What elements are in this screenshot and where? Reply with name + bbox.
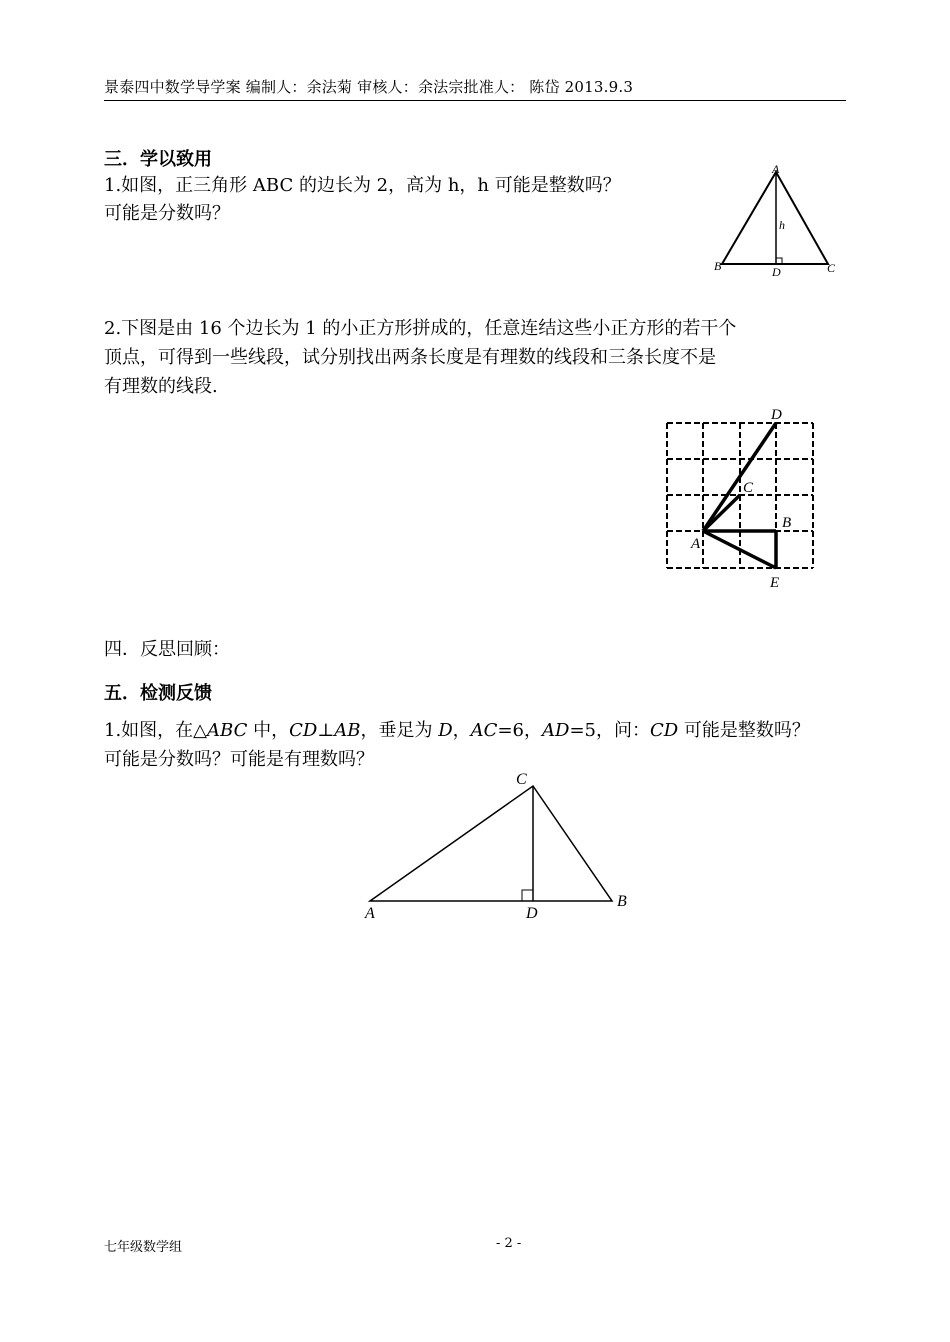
section-5-q1-line2: 可能是分数吗？可能是有理数吗？: [104, 749, 374, 770]
section-3-q1-line2: 可能是分数吗？: [104, 203, 230, 224]
label-a: A: [691, 536, 701, 552]
q1-var: CD: [649, 720, 679, 741]
footer-left: 七年级数学组: [104, 1240, 183, 1255]
q1-text: 中，: [247, 720, 290, 741]
triangle-abc: [370, 786, 612, 901]
section-3-q2-line1: 2.下图是由 16 个边长为 1 的小正方形拼成的，任意连结这些小正方形的若干个: [104, 318, 737, 339]
q1-text: =5，问：: [569, 720, 650, 741]
label-b: B: [617, 893, 627, 910]
label-a: A: [365, 905, 375, 922]
label-d: D: [526, 905, 538, 922]
q1-text: =6，: [497, 720, 542, 741]
header-divider: [104, 100, 846, 101]
label-c: C: [827, 261, 836, 275]
section-3-q2-line2: 顶点，可得到一些线段，试分别找出两条长度是有理数的线段和三条长度不是: [104, 347, 716, 368]
section-5-q1-line1: [104, 715, 810, 746]
page-number: - 2 -: [496, 1236, 522, 1251]
equilateral-triangle-figure: [700, 158, 850, 283]
section-3-q2-line3: 有理数的线段.: [104, 376, 218, 397]
label-b: B: [782, 515, 792, 531]
q1-var: D: [438, 720, 453, 741]
q1-text: 可能是整数吗？: [678, 720, 810, 741]
label-b: B: [714, 259, 722, 273]
label-a: A: [772, 162, 780, 176]
label-d: D: [772, 265, 781, 279]
q1-text: 1.如图，在△: [104, 720, 208, 741]
section-3-q1-line1: 1.如图，正三角形 ABC 的边长为 2，高为 h，h 可能是整数吗？: [104, 175, 621, 196]
q1-var: ABC: [207, 720, 248, 741]
label-c: C: [743, 480, 754, 496]
triangle-altitude-figure: [355, 766, 640, 931]
label-e: E: [770, 575, 780, 591]
section-4-title: 四．反思回顾：: [104, 639, 230, 660]
section-3-title: 三．学以致用: [104, 149, 212, 170]
section-5-title: 五．检测反馈: [104, 683, 212, 704]
label-c: C: [516, 771, 527, 788]
right-angle-mark: [522, 890, 533, 901]
page-header: 景泰四中数学导学案 编制人：余法菊 审核人：余法宗批准人： 陈岱 2013.9.3: [104, 78, 634, 96]
segment-ac: [703, 495, 740, 531]
label-d: D: [771, 407, 782, 423]
q1-var: AB: [334, 720, 361, 741]
q1-text: ，垂足为: [360, 720, 439, 741]
q1-var: CD: [289, 720, 318, 741]
q1-var: AD: [542, 720, 570, 741]
label-h: h: [779, 218, 785, 232]
grid-figure: [655, 400, 830, 592]
triangle-abc: [722, 172, 828, 264]
q1-text: ⊥: [317, 720, 335, 741]
q1-text: ，: [452, 720, 471, 741]
q1-var: AC: [470, 720, 498, 741]
